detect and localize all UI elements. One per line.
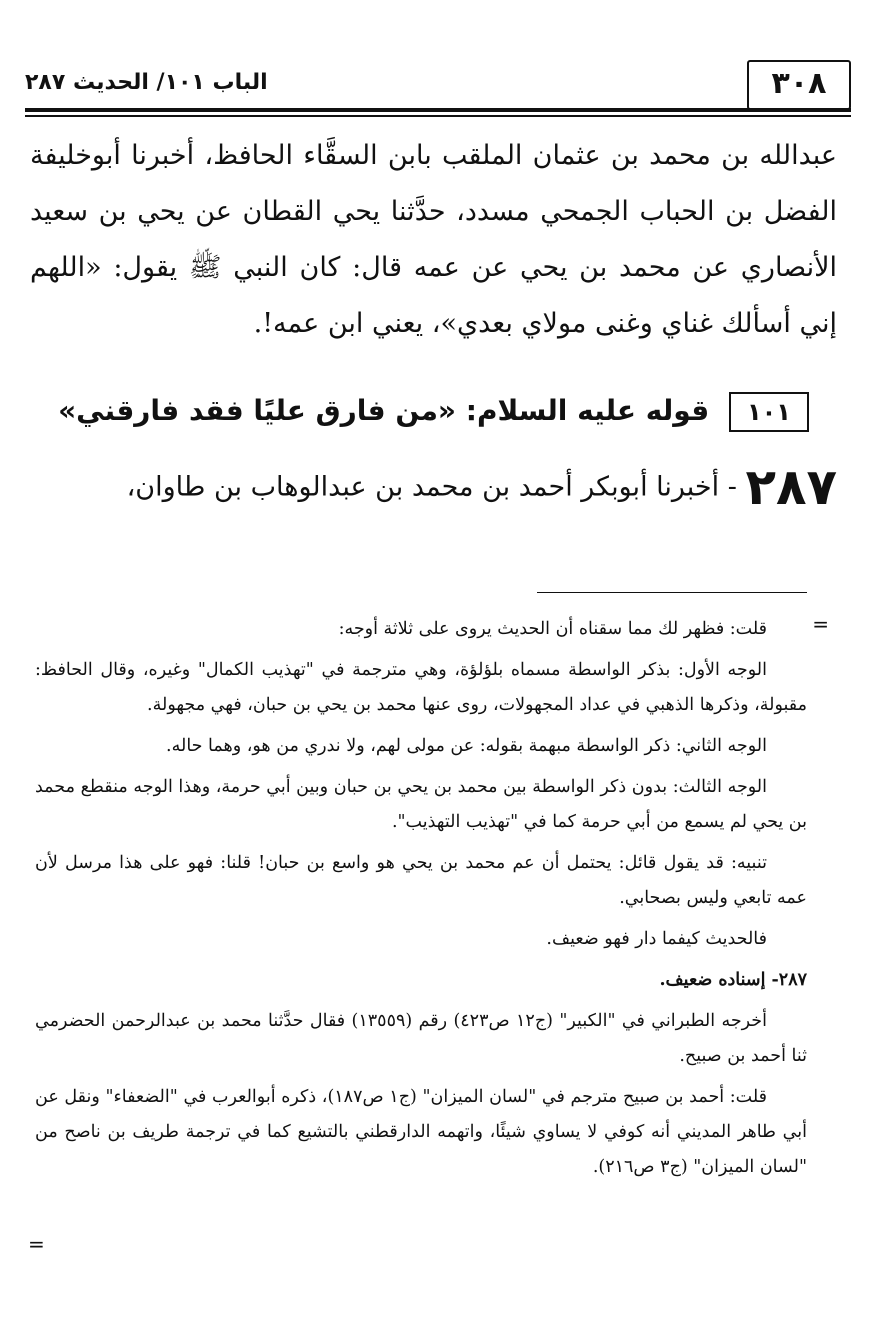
chapter-title: قوله عليه السلام: «من فارق عليًا فقد فارقني» xyxy=(58,394,710,427)
hadith-text: - أخبرنا أبوبكر أحمد بن محمد بن عبدالوهاب بن طاوان، xyxy=(126,471,737,503)
main-text-block xyxy=(30,128,837,352)
footnote-separator xyxy=(537,592,807,593)
footnote-paragraph: قلت: فظهر لك مما سقناه أن الحديث يروى على ثلاثة أوجه: xyxy=(338,619,767,639)
footnote-continuation-mark-top: = xyxy=(812,612,829,636)
footnote-paragraph: قلت: أحمد بن صبيح مترجم في "لسان الميزان" (ج١ ص١٨٧)، ذكره أبوالعرب في "الضعفاء" ونقل عن أبي طاهر المديني أنه كوفي لا يساوي شيئًا، واتهمه الدارقطني بالتشيع كما في ترجمة طريف بن ناصح من "لسان الميزان" (ج٣ ص٢١٦). xyxy=(35,1087,807,1177)
footnotes-block xyxy=(35,612,807,1191)
header-rule-thin xyxy=(25,115,851,117)
footnote-continuation-mark-bottom: = xyxy=(28,1232,45,1256)
hadith-number: ٢٨٧ xyxy=(745,458,837,516)
footnote-paragraph: الوجه الثالث: بدون ذكر الواسطة بين محمد بن يحي بن حبان وبين أبي حرمة، وهذا الوجه منقطع محمد بن يحي لم يسمع من أبي حرمة كما في "تهذيب التهذيب". xyxy=(35,777,807,832)
footnote-paragraph: تنبيه: قد يقول قائل: يحتمل أن عم محمد بن يحي هو واسع بن حبان! قلنا: فهو على هذا مرسل لأن عمه تابعي وليس بصحابي. xyxy=(35,853,807,908)
footnote-paragraph: الوجه الأول: بذكر الواسطة مسماه بلؤلؤة، وهي مترجمة في "تهذيب الكمال" وغيره، وقال الحافظ: مقبولة، وذكرها الذهبي في عداد المجهولات، روى عنها محمد بن يحي بن حبان، فهي مجهولة. xyxy=(35,660,807,715)
chapter-number: ١٠١ xyxy=(729,392,809,432)
footnote-paragraph: فالحديث كيفما دار فهو ضعيف. xyxy=(546,929,767,949)
footnote-paragraph: أخرجه الطبراني في "الكبير" (ج١٢ ص٤٢٣) رقم (١٣٥٥٩) فقال حدَّثنا محمد بن عبدالرحمن الحضرمي ثنا أحمد بن صبيح. xyxy=(35,1011,807,1066)
footnote-paragraph: الوجه الثاني: ذكر الواسطة مبهمة بقوله: عن مولى لهم، ولا ندري من هو، وهما حاله. xyxy=(166,736,767,756)
page-number: ٣٠٨ xyxy=(747,60,851,110)
main-paragraph: عبدالله بن محمد بن عثمان الملقب بابن السقَّاء الحافظ، أخبرنا أبوخليفة الفضل بن الحباب الجمحي مسدد، حدَّثنا يحي القطان عن يحي بن سعيد الأنصاري عن محمد بن يحي عن عمه قال: كان النبي ﷺ يقول: «اللهم إني أسألك غناي وغنى مولاي بعدي»، يعني ابن عمه!. xyxy=(30,140,837,339)
running-title: الباب ١٠١/ الحديث ٢٨٧ xyxy=(25,70,268,95)
chapter-heading xyxy=(30,392,837,432)
header-rule-thick xyxy=(25,108,851,112)
footnote-hadith-heading: ٢٨٧- إسناده ضعيف. xyxy=(659,970,807,990)
page-header xyxy=(25,58,851,118)
hadith-line xyxy=(30,458,837,516)
